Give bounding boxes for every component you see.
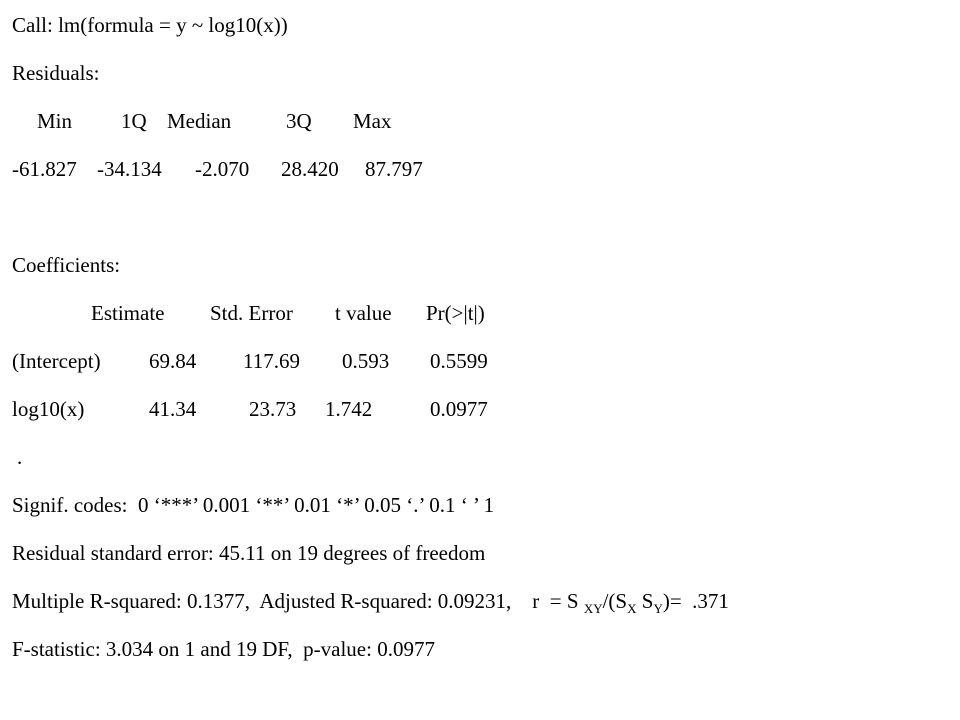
call-line: Call: lm(formula = y ~ log10(x)) bbox=[12, 13, 288, 37]
coef-header-estimate: Estimate bbox=[91, 301, 165, 325]
coef-row-t-value: 0.593 bbox=[342, 349, 390, 373]
r-formula-mid2: S bbox=[636, 589, 654, 613]
residuals-value-median: -2.070 bbox=[195, 157, 250, 181]
r-value: )= .371 bbox=[662, 589, 729, 613]
residuals-value-3q: 28.420 bbox=[281, 157, 339, 181]
coef-header-p-value: Pr(>|t|) bbox=[426, 301, 485, 325]
r-formula-mid1: /(S bbox=[602, 589, 628, 613]
residuals-header-min: Min bbox=[37, 109, 73, 133]
coef-row-std-error: 23.73 bbox=[249, 397, 297, 421]
significance-marker: . bbox=[17, 445, 23, 469]
residuals-header-median: Median bbox=[167, 109, 232, 133]
coef-row-name: (Intercept) bbox=[12, 349, 101, 373]
r-formula-prefix: r = S bbox=[532, 589, 579, 613]
coef-header-t-value: t value bbox=[335, 301, 392, 325]
residuals-header-3q: 3Q bbox=[286, 109, 312, 133]
coef-row-p-value: 0.0977 bbox=[430, 397, 488, 421]
residual-std-error-line: Residual standard error: 45.11 on 19 degrees of freedom bbox=[12, 541, 486, 565]
r-formula-sub-y: Y bbox=[653, 601, 663, 616]
coef-row-p-value: 0.5599 bbox=[430, 349, 488, 373]
signif-codes-line: Signif. codes: 0 ‘***’ 0.001 ‘**’ 0.01 ‘*’ 0.05 ‘.’ 0.1 ‘ ’ 1 bbox=[12, 493, 495, 517]
coef-row-estimate: 41.34 bbox=[149, 397, 197, 421]
coef-header-std-error: Std. Error bbox=[210, 301, 293, 325]
residuals-value-min: -61.827 bbox=[12, 157, 77, 181]
residuals-value-1q: -34.134 bbox=[97, 157, 162, 181]
residuals-label: Residuals: bbox=[12, 61, 100, 85]
coef-row-estimate: 69.84 bbox=[149, 349, 197, 373]
coef-row-name: log10(x) bbox=[12, 397, 85, 421]
coef-row-std-error: 117.69 bbox=[243, 349, 300, 373]
r-formula-sub-x: X bbox=[627, 601, 637, 616]
coef-row-t-value: 1.742 bbox=[325, 397, 373, 421]
residuals-header-1q: 1Q bbox=[121, 109, 147, 133]
coefficients-label: Coefficients: bbox=[12, 253, 121, 277]
residuals-value-max: 87.797 bbox=[365, 157, 423, 181]
r-squared-line bbox=[12, 589, 729, 616]
r-formula-sub-xy: XY bbox=[583, 601, 603, 616]
residuals-header-max: Max bbox=[353, 109, 392, 133]
r-squared-text: Multiple R-squared: 0.1377, Adjusted R-squared: 0.09231, bbox=[12, 589, 512, 613]
f-statistic-line: F-statistic: 3.034 on 1 and 19 DF, p-value: 0.0977 bbox=[12, 637, 435, 661]
